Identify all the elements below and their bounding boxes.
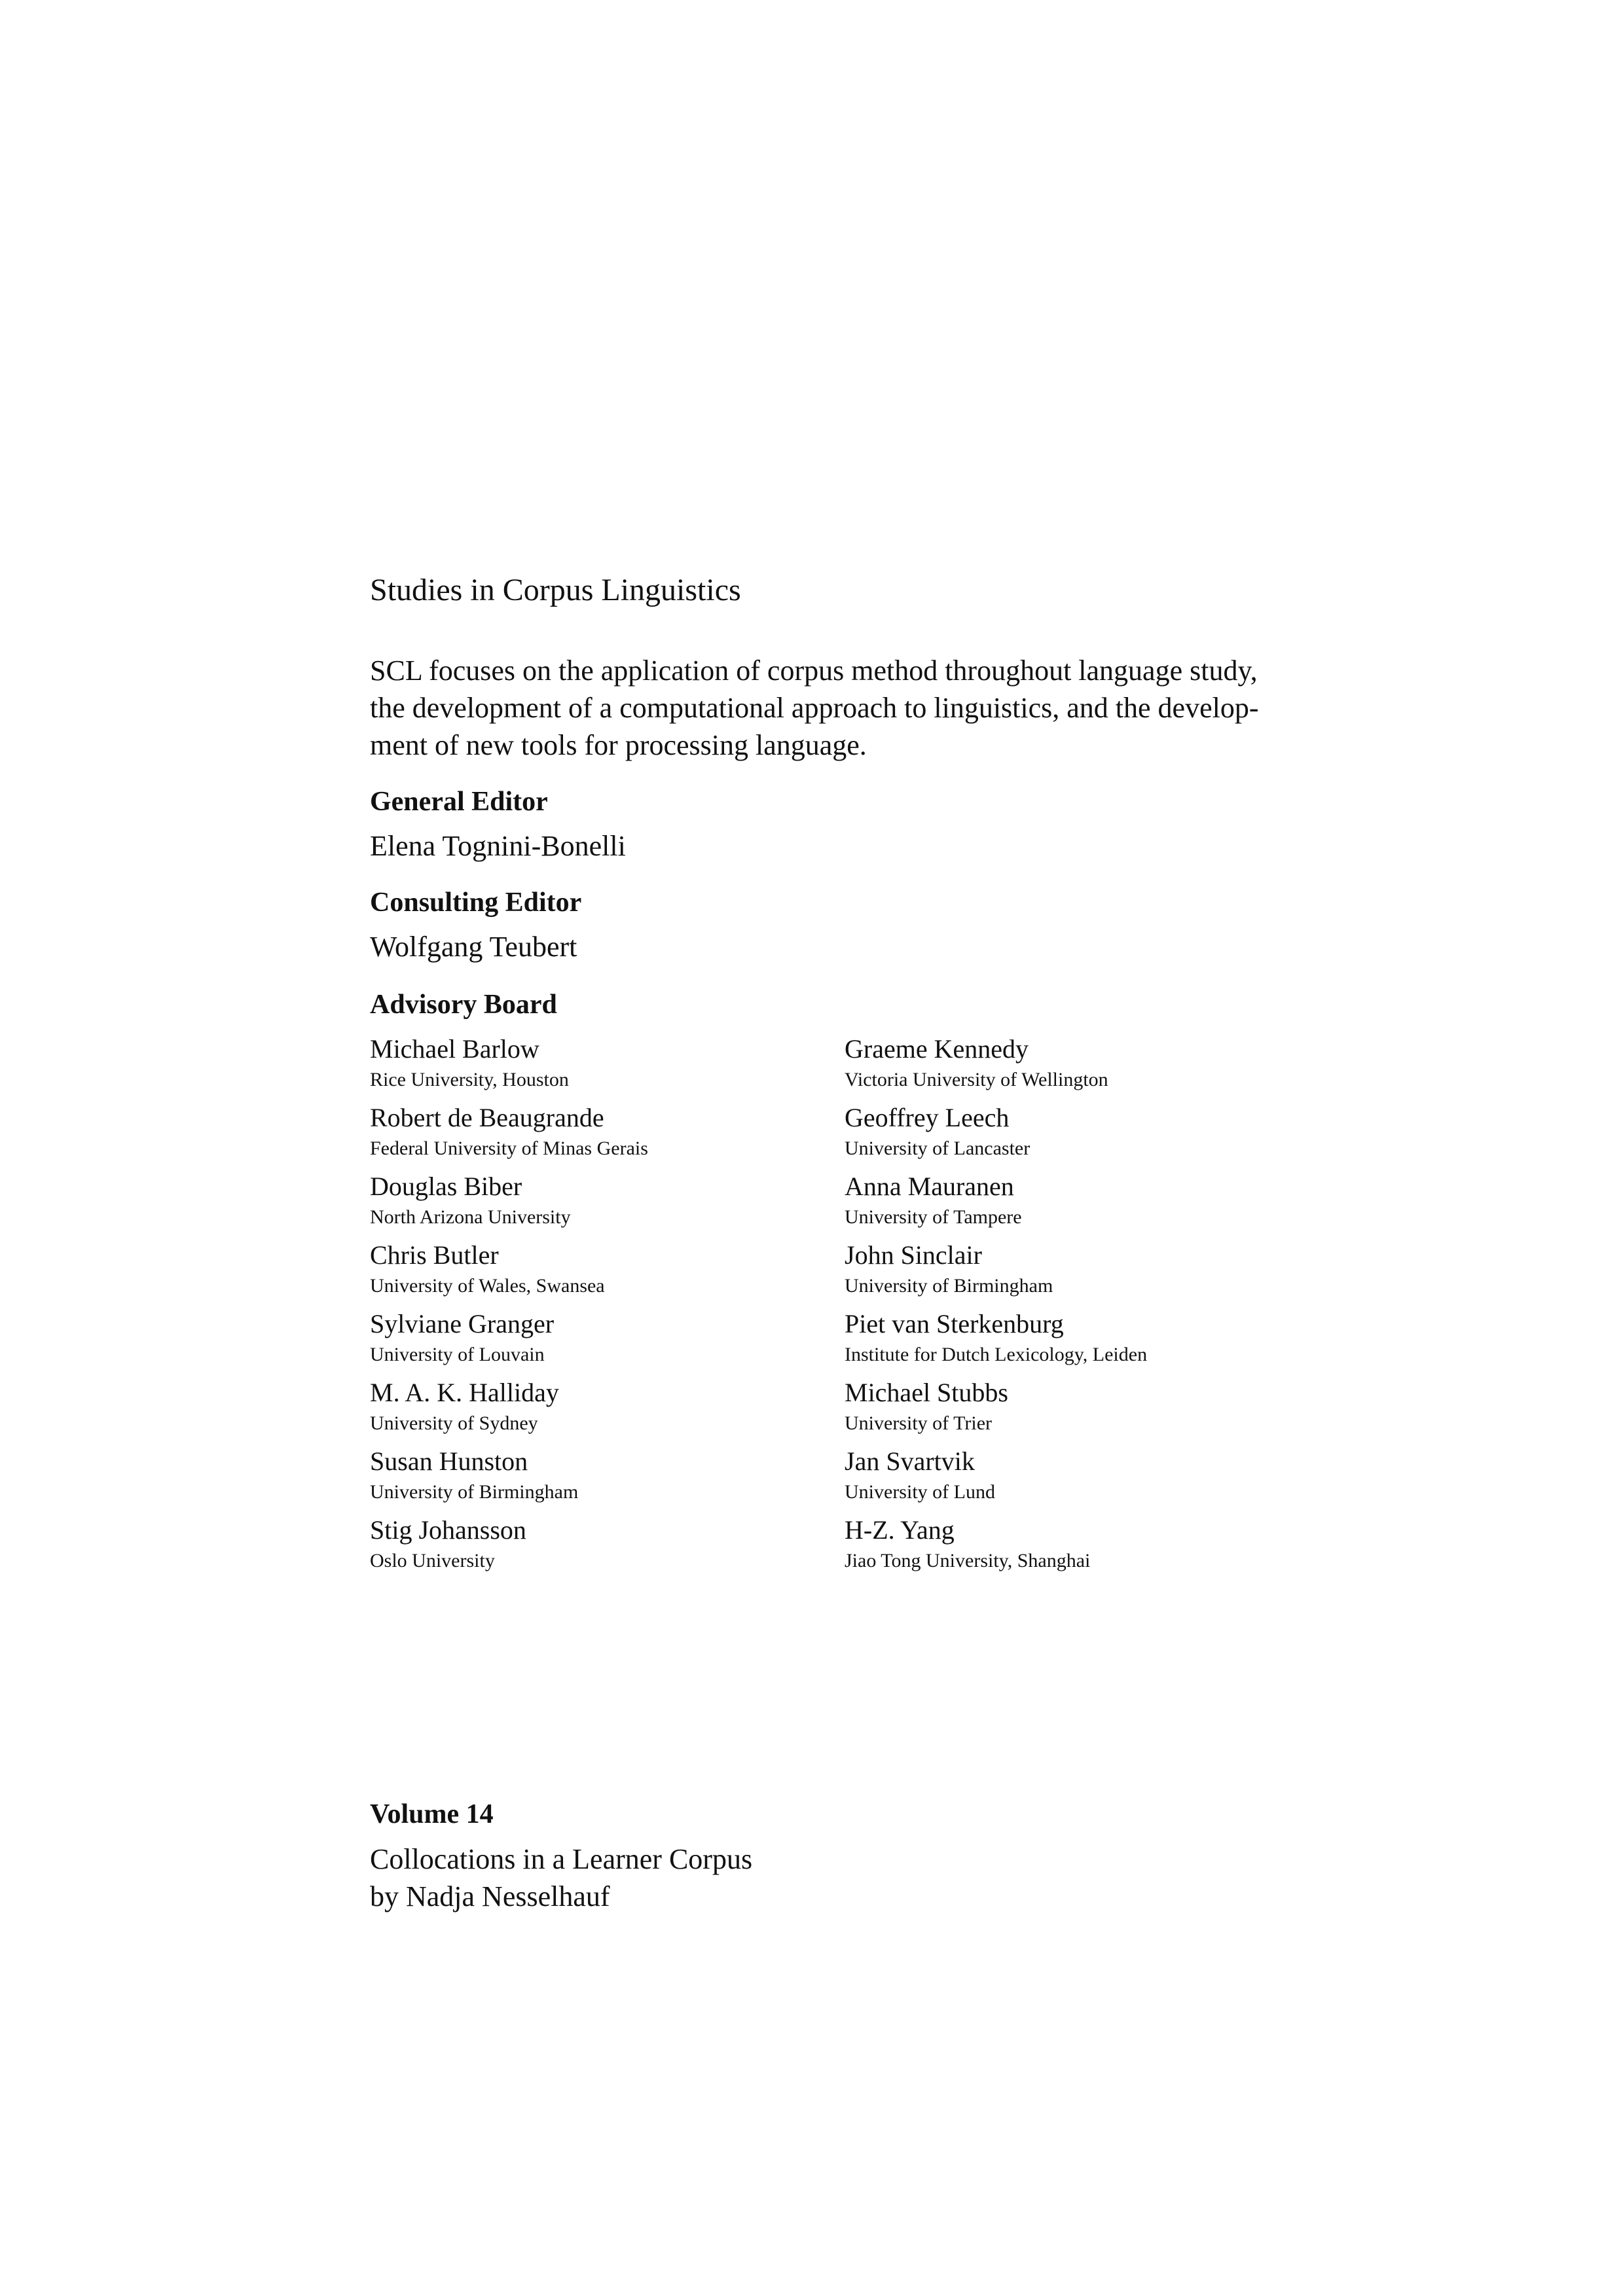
volume-heading: Volume 14 (370, 1799, 494, 1829)
member-name: Michael Stubbs (845, 1378, 1008, 1407)
member-name: Robert de Beaugrande (370, 1103, 604, 1132)
member-name: John Sinclair (845, 1240, 982, 1270)
board-member (370, 1100, 841, 1169)
member-affiliation: Institute for Dutch Lexicology, Leiden (845, 1344, 1148, 1365)
member-name: Susan Hunston (370, 1446, 528, 1476)
board-member (370, 1375, 841, 1444)
description-line: the development of a computational approach to linguistics, and the develop- (370, 692, 1259, 724)
member-name: H-Z. Yang (845, 1515, 955, 1545)
general-editor-name: Elena Tognini-Bonelli (370, 830, 626, 862)
member-affiliation: University of Trier (845, 1412, 992, 1434)
member-name: Jan Svartvik (845, 1446, 975, 1476)
volume-author: by Nadja Nesselhauf (370, 1880, 610, 1912)
advisory-board-heading: Advisory Board (370, 990, 557, 1020)
board-member (845, 1513, 1316, 1581)
series-title: Studies in Corpus Linguistics (370, 573, 741, 607)
member-affiliation: Oslo University (370, 1550, 495, 1571)
member-affiliation: University of Birmingham (845, 1275, 1053, 1297)
member-affiliation: University of Tampere (845, 1206, 1022, 1228)
member-affiliation: North Arizona University (370, 1206, 571, 1228)
member-name: Piet van Sterkenburg (845, 1309, 1064, 1338)
member-name: M. A. K. Halliday (370, 1378, 559, 1407)
board-member (845, 1306, 1316, 1375)
series-description (370, 652, 1300, 764)
consulting-editor-name: Wolfgang Teubert (370, 931, 577, 963)
advisory-board-right-column (845, 1031, 1316, 1581)
member-name: Michael Barlow (370, 1034, 539, 1064)
board-member (845, 1031, 1316, 1100)
member-name: Douglas Biber (370, 1172, 522, 1201)
member-affiliation: University of Sydney (370, 1412, 538, 1434)
board-member (370, 1513, 841, 1581)
member-affiliation: Rice University, Houston (370, 1069, 569, 1090)
member-affiliation: University of Lancaster (845, 1138, 1030, 1159)
advisory-board-left-column (370, 1031, 841, 1581)
member-affiliation: Jiao Tong University, Shanghai (845, 1550, 1091, 1571)
board-member (845, 1238, 1316, 1306)
member-name: Chris Butler (370, 1240, 499, 1270)
board-member (370, 1444, 841, 1513)
description-line: ment of new tools for processing language. (370, 729, 867, 761)
member-affiliation: University of Birmingham (370, 1481, 579, 1503)
member-affiliation: Victoria University of Wellington (845, 1069, 1108, 1090)
member-affiliation: University of Lund (845, 1481, 995, 1503)
board-member (370, 1306, 841, 1375)
member-affiliation: University of Louvain (370, 1344, 545, 1365)
member-name: Graeme Kennedy (845, 1034, 1029, 1064)
member-affiliation: Federal University of Minas Gerais (370, 1138, 648, 1159)
member-affiliation: University of Wales, Swansea (370, 1275, 605, 1297)
volume-title: Collocations in a Learner Corpus (370, 1843, 753, 1875)
board-member (845, 1444, 1316, 1513)
member-name: Anna Mauranen (845, 1172, 1014, 1201)
description-line: SCL focuses on the application of corpus method throughout language study, (370, 655, 1258, 687)
board-member (845, 1375, 1316, 1444)
consulting-editor-heading: Consulting Editor (370, 888, 582, 918)
board-member (370, 1031, 841, 1100)
board-member (370, 1238, 841, 1306)
member-name: Stig Johansson (370, 1515, 526, 1545)
board-member (845, 1100, 1316, 1169)
board-member (845, 1169, 1316, 1238)
board-member (370, 1169, 841, 1238)
member-name: Sylviane Granger (370, 1309, 555, 1338)
general-editor-heading: General Editor (370, 787, 548, 817)
member-name: Geoffrey Leech (845, 1103, 1010, 1132)
